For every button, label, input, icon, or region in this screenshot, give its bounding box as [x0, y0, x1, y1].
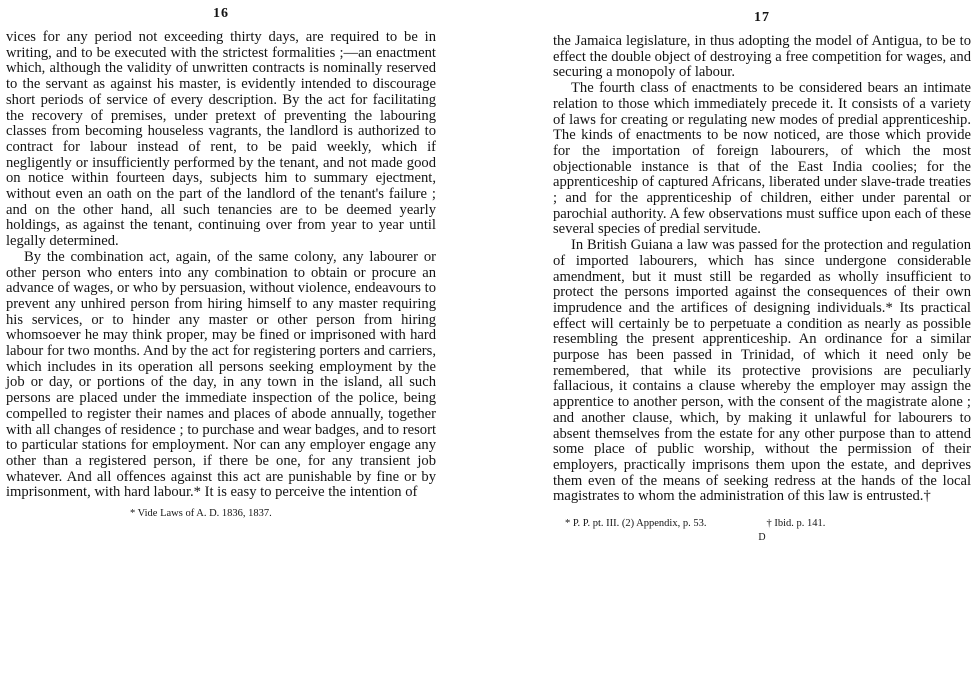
- right-paragraph-3: In British Guiana a law was passed for the protection and regulation of imported labourers, which has since undergone considerable amendment, but it must still be regarded as wholly insufficient to protect the persons imported against the consequences of their own imprudence and the artifices of designing individuals.* Its practical effect will certainly be to perpetuate a condition as nearly as possible resembling the present apprenticeship. An ordinance for a similar purpose has been passed in Trinidad, of which it need only be remembered, that while its protective provisions are peculiarly fallacious, it contains a clause whereby the employer may assign the apprentice to another person, with the consent of the magistrate alone ; and another clause, which, by making it unlawful for labourers to absent themselves from the estate for any other purpose than to attend some place of public worship, without the permission of their employers, practically imprisons them upon the estate, and deprives them even of the means of seeking redress at the hands of the local magistrates to whom the administration of this law is entrusted.†: [553, 237, 971, 505]
- left-paragraph-1: vices for any period not exceeding thirty days, are required to be in writing, and to be executed with the strictest formalities ;—an enactment which, although the validity of unwritten contracts is nominally reserved to the servant as against his master, is evidently intended to discourage short periods of service of every description. By the act for facilitating the recovery of premises, under pretext of preventing the labouring classes from becoming houseless vagrants, the landlord is authorized to contract for labour instead of rent, to be paid weekly, which if negligently or insufficiently performed by the tenant, and not made good on notice within fourteen days, subjects him to summary ejectment, without even an oath on the part of the landlord of the tenant's failure ; and on the other hand, all such tenancies are to be deemed yearly holdings, as against the tenant, continuing over from year to year until legally determined.: [6, 29, 436, 250]
- right-page: [545, 0, 977, 682]
- right-footnote-2: † Ibid. p. 141.: [766, 518, 826, 530]
- page-gutter: [462, 0, 532, 682]
- right-footnotes: [553, 517, 971, 530]
- left-footnote: * Vide Laws of A. D. 1836, 1837.: [130, 508, 272, 520]
- left-page: [0, 0, 450, 682]
- left-paragraph-2: By the combination act, again, of the same colony, any labourer or other person who enters into any combination to obtain or procure an advance of wages, or who by persuasion, without violence, endeavours to prevent any unhired person from hiring himself to any master requiring his services, or to hinder any master or other person from hiring whomsoever he may think proper, may be fined or imprisoned with hard labour for two months. And by the act for registering porters and carriers, which includes in its operation all persons seeking employment by the job or day, or portions of the day, in any town in the island, all such persons are placed under the immediate inspection of the police, being compelled to register their names and places of abode annually, together with all changes of residence ; to purchase and wear badges, and to resort to particular stations for employment. Nor can any employer engage any other than a registered person, if there be one, for any transient job whatever. And all offences against this act are punishable by fine or by imprisonment, with hard labour.* It is easy to perceive the intention of: [6, 248, 436, 501]
- signature-mark: D: [758, 532, 766, 544]
- page-number-right: 17: [754, 10, 770, 25]
- right-paragraph-2: The fourth class of enactments to be considered bears an intimate relation to those which immediately precede it. It consists of a variety of laws for creating or regulating new modes of predial apprenticeship. The kinds of enactments to be now noticed, are those which provide for the importation of foreign labourers, of which the most objectionable instance is that of the East India coolies; for the apprenticeship of captured Africans, liberated under slave-trade treaties ; and for the apprenticeship of children, either under parental or parochial authority. A few observations must suffice upon each of these several species of predial servitude.: [553, 80, 971, 238]
- right-page-body: [553, 34, 971, 505]
- right-paragraph-1: the Jamaica legislature, in thus adopting the model of Antigua, to be to effect the double object of destroying a free competition for wages, and securing a monopoly of labour.: [553, 33, 971, 81]
- right-footnote-1: * P. P. pt. III. (2) Appendix, p. 53.: [565, 518, 707, 530]
- left-page-body: [6, 30, 436, 501]
- page-number-left: 16: [213, 6, 229, 21]
